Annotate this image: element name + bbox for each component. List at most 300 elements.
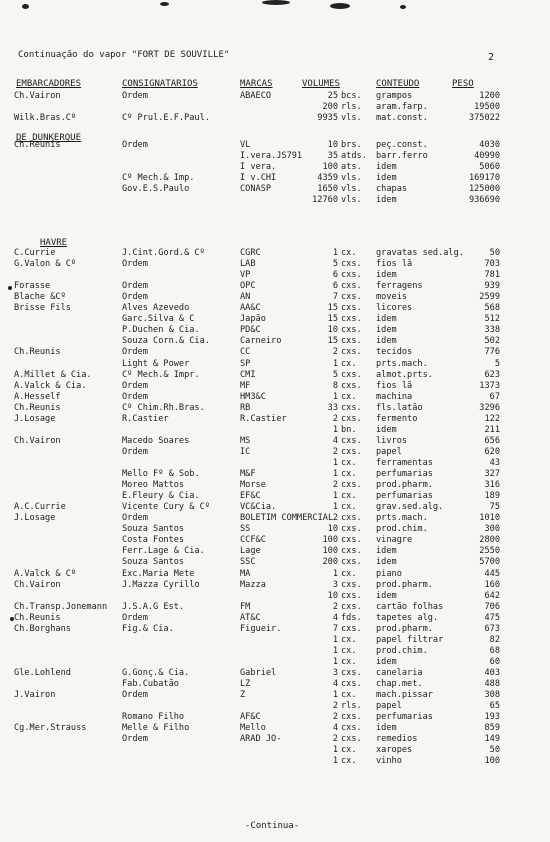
cell-consignee: Ordem [122,140,148,150]
manifest-row [0,502,550,513]
cell-weight: 620 [484,446,500,457]
cell-unit: vls. [341,113,362,124]
column-header-marks: MARCAS [240,79,273,89]
cell-consignee: Ordem [122,391,148,402]
cell-consignee: Cº Mech.& Imp. [122,173,195,184]
cell-unit: cxs. [341,380,362,391]
cell-shipper: Ch.Vairon [14,435,61,446]
cell-shipper: Ch.Vairon [14,579,61,590]
ink-speck [22,4,29,9]
manifest-row [0,480,550,491]
cell-consignee: Vicente Cury & Cº [122,502,210,513]
cell-contents: idem [376,195,397,206]
page-number: 2 [488,52,495,63]
cell-contents: grampos [376,91,413,101]
cell-unit: cxs. [341,336,362,347]
cell-vol: 4 [332,435,338,446]
cell-vol: 4359 [317,173,338,184]
cell-contents: perfumarias [376,712,433,723]
cell-weight: 100 [484,756,500,767]
manifest-row [0,745,550,756]
cell-weight: 193 [484,712,500,723]
cell-marks: I.vera.JS791 [240,151,303,162]
cell-unit: cxs. [341,303,362,314]
cell-weight: 60 [489,656,500,667]
cell-weight: 19500 [474,102,500,112]
cell-weight: 936690 [468,195,500,206]
cell-contents: ferragens [376,281,423,292]
cell-consignee: Garc.Silva & C [122,314,195,325]
manifest-row [0,447,550,458]
cell-weight: 623 [484,369,500,380]
cell-consignee: Cº Mech.& Impr. [122,369,200,380]
cell-consignee: Ordem [122,259,148,270]
cell-weight: 703 [484,259,500,270]
manifest-row [0,524,550,535]
manifest-row [0,270,550,281]
manifest-row [0,635,550,646]
cell-unit: cxs. [341,446,362,457]
ink-speck [160,2,169,6]
cell-weight: 3296 [479,402,500,413]
cell-marks: AT&C [240,612,261,623]
cell-weight: 4030 [479,140,500,150]
cell-contents: prts.mach. [376,358,428,369]
cell-marks: VP [240,270,251,281]
column-header-consignee: CONSIGNATARIOS [122,79,198,89]
cell-unit: rls. [341,102,362,112]
cell-marks: I vera. [240,162,277,173]
cell-vol: 1650 [317,184,338,195]
cell-vol: 2 [332,480,338,491]
cell-weight: 656 [484,435,500,446]
cell-marks: CMI [240,369,256,380]
manifest-row [0,679,550,690]
cell-consignee: Alves Azevedo [122,303,190,314]
cell-weight: 68 [489,645,500,656]
cell-weight: 781 [484,270,500,281]
cell-vol: 2 [332,601,338,612]
cell-marks: MF [240,380,251,391]
cell-marks: CCF&C [240,535,266,546]
cell-vol: 2 [332,513,338,524]
cell-marks: MA [240,568,251,579]
cell-unit: cxs. [341,557,362,568]
cell-contents: idem [376,336,397,347]
cell-contents: vinho [376,756,402,767]
cell-contents: idem [376,173,397,184]
cell-vol: 100 [322,546,338,557]
manifest-row [0,491,550,502]
cell-unit: cx. [341,656,357,667]
cell-weight: 859 [484,723,500,734]
cell-consignee: Fab.Cubatão [122,679,179,689]
cell-unit: cxs. [341,325,362,336]
cell-vol: 4 [332,612,338,623]
cell-unit: cxs. [341,524,362,535]
cell-marks: Mello [240,723,266,734]
cell-contents: chapas [376,184,408,195]
cell-weight: 316 [484,480,500,491]
manifest-row [0,303,550,314]
cell-consignee: Ordem [122,446,148,457]
cell-shipper: A.C.Currie [14,502,66,513]
cell-marks: Carneiro [240,336,282,347]
cell-contents: xaropes [376,745,413,756]
cell-contents: barr.ferro [376,151,428,162]
cell-weight: 125000 [468,184,500,195]
cell-contents: vinagre [376,535,413,546]
cell-consignee: Ordem [122,347,148,358]
cell-consignee: Gov.E.S.Paulo [122,184,190,195]
cell-contents: prod.pharm. [376,579,433,590]
cell-shipper: A.Valck & Cia. [14,380,87,391]
ink-speck [330,3,350,9]
cell-unit: atds. [341,151,367,162]
manifest-row [0,292,550,303]
cell-marks: IC [240,446,251,457]
cell-consignee: E.Fleury & Cia. [122,491,200,502]
manifest-row [0,248,550,259]
manifest-row [0,580,550,591]
cell-contents: canelaria [376,667,423,678]
cell-unit: cxs. [341,402,362,413]
cell-weight: 642 [484,590,500,601]
column-header-weight: PESO [452,79,474,89]
cell-unit: brs. [341,140,362,150]
cell-unit: cxs. [341,292,362,303]
cell-marks: OPC [240,281,256,292]
manifest-row [0,458,550,469]
cell-vol: 8 [332,380,338,391]
manifest-row [0,392,550,403]
cell-contents: prod.pharm. [376,480,433,491]
cell-shipper: Ch.Reunis [14,612,61,623]
cell-contents: licores [376,303,413,314]
cell-weight: 2800 [479,535,500,546]
cell-vol: 15 [327,314,338,325]
cell-shipper: Wilk.Bras.Cº [14,113,77,124]
cell-contents: perfumarias [376,491,433,502]
cell-weight: 122 [484,413,500,424]
cell-vol: 1 [332,690,338,700]
cell-shipper: Forasse [14,281,51,292]
cell-consignee: Fig.& Cia. [122,623,174,634]
cell-contents: prts.mach. [376,513,428,524]
cell-weight: 445 [484,568,500,579]
cell-marks: PD&C [240,325,261,336]
cell-consignee: Ordem [122,91,148,101]
cell-contents: fls.latão [376,402,423,413]
cell-unit: cxs. [341,590,362,601]
cell-vol: 10 [327,325,338,336]
cell-consignee: Light & Power [122,358,190,369]
cell-weight: 568 [484,303,500,314]
cell-unit: cxs. [341,623,362,634]
cell-unit: rls. [341,701,362,711]
cell-unit: cxs. [341,546,362,557]
manifest-row [0,756,550,767]
cell-unit: cx. [341,458,357,468]
cell-weight: 403 [484,667,500,678]
cell-unit: cxs. [341,667,362,678]
cell-weight: 160 [484,579,500,590]
cell-unit: cxs. [341,281,362,292]
cell-marks: ARAD JO- [240,734,282,745]
cell-weight: 43 [489,458,500,468]
document-title: Continuação do vapor "FORT DE SOUVILLE" [18,50,230,60]
cell-weight: 149 [484,734,500,745]
cell-vol: 10 [327,140,338,150]
manifest-row [0,91,550,102]
cell-unit: cxs. [341,734,362,745]
cell-marks: Lage [240,546,261,557]
cell-vol: 10 [327,524,338,535]
cell-weight: 2550 [479,546,500,557]
cell-consignee: Romano Filho [122,712,185,723]
cell-shipper: A.Valck & Cº [14,568,77,579]
cell-shipper: J.Losage [14,513,56,524]
cell-contents: papel [376,446,402,457]
cell-unit: cxs. [341,513,362,524]
cell-vol: 2 [332,347,338,358]
cell-consignee: P.Duchen & Cia. [122,325,200,336]
cell-vol: 10 [327,590,338,601]
manifest-row [0,403,550,414]
cell-shipper: Ch.Borghans [14,623,71,634]
manifest-row [0,113,550,124]
cell-unit: cx. [341,634,357,645]
cell-consignee: Souza Corn.& Cia. [122,336,210,347]
cell-contents: prod.chim. [376,524,428,535]
manifest-row [0,102,550,113]
cell-unit: cxs. [341,723,362,734]
cell-vol: 5 [332,259,338,270]
cell-unit: cx. [341,248,357,258]
section-label: HAVRE [40,238,68,248]
cell-vol: 1 [332,469,338,479]
cell-vol: 1 [332,745,338,756]
cell-contents: grav.sed.alg. [376,502,444,513]
cell-unit: cxs. [341,480,362,491]
manifest-row [0,314,550,325]
cell-marks: LZ [240,679,251,689]
cell-consignee: G.Gonç.& Cia. [122,667,190,678]
cell-unit: vls. [341,173,362,184]
cell-marks: Japão [240,314,266,325]
cell-weight: 169170 [468,173,500,184]
cell-vol: 1 [332,568,338,579]
cell-unit: cxs. [341,347,362,358]
cell-marks: Morse [240,480,266,491]
cell-unit: cxs. [341,579,362,590]
ink-speck [400,5,406,9]
manifest-row [0,195,550,206]
cell-marks: VC&Cia. [240,502,277,513]
cell-consignee: Melle & Filho [122,723,190,734]
cell-consignee: Ordem [122,734,148,745]
manifest-row [0,712,550,723]
cell-weight: 82 [489,634,500,645]
cell-vol: 1 [332,424,338,435]
cell-vol: 1 [332,358,338,369]
cell-shipper: C.Currie [14,248,56,258]
cell-vol: 1 [332,391,338,402]
cell-weight: 475 [484,612,500,623]
manifest-row [0,624,550,635]
cell-weight: 5700 [479,557,500,568]
cell-contents: cartão folhas [376,601,444,612]
cell-vol: 1 [332,502,338,513]
cell-contents: moveis [376,292,408,303]
cell-consignee: Ordem [122,380,148,391]
cell-vol: 1 [332,645,338,656]
cell-consignee: J.S.A.G Est. [122,601,185,612]
cell-contents: perfumarias [376,469,433,479]
cell-weight: 1010 [479,513,500,524]
manifest-row [0,370,550,381]
cell-vol: 200 [322,102,338,112]
cell-weight: 673 [484,623,500,634]
cell-unit: cxs. [341,259,362,270]
cell-weight: 67 [489,391,500,402]
cell-shipper: J.Vairon [14,690,56,700]
cell-weight: 5060 [479,162,500,173]
cell-consignee: R.Castier [122,413,169,424]
manifest-row [0,184,550,195]
cell-shipper: A.Millet & Cia. [14,369,92,380]
cell-vol: 1 [332,656,338,667]
cell-contents: remedios [376,734,418,745]
cell-contents: machina [376,391,413,402]
cell-unit: cx. [341,469,357,479]
cell-shipper: Cg.Mer.Strauss [14,723,87,734]
cell-consignee: Macedo Soares [122,435,190,446]
cell-contents: gravatas sed.alg. [376,248,464,258]
cell-marks: VL [240,140,251,150]
manifest-row [0,359,550,370]
cell-vol: 6 [332,281,338,292]
manifest-row [0,668,550,679]
cell-vol: 35 [327,151,338,162]
cell-vol: 3 [332,579,338,590]
cell-unit: fds. [341,612,362,623]
cell-weight: 308 [484,690,500,700]
manifest-row [0,425,550,436]
cell-marks: LAB [240,259,256,270]
cell-marks: CC [240,347,251,358]
cell-consignee: J.Cint.Gord.& Cº [122,248,205,258]
cell-weight: 502 [484,336,500,347]
cell-shipper: Ch.Vairon [14,91,61,101]
cell-consignee: Souza Santos [122,524,185,535]
cell-vol: 7 [332,292,338,303]
cell-unit: cxs. [341,435,362,446]
cell-contents: mach.pissar [376,690,433,700]
manifest-row [0,657,550,668]
cell-contents: idem [376,162,397,173]
cell-weight: 211 [484,424,500,435]
cell-marks: Z [240,690,246,700]
cell-consignee: Cº Prul.E.F.Paul. [122,113,210,124]
manifest-row [0,557,550,568]
manifest-row [0,701,550,712]
cell-unit: cx. [341,690,357,700]
cell-weight: 327 [484,469,500,479]
cell-contents: piano [376,568,402,579]
cell-weight: 375022 [468,113,500,124]
cell-contents: idem [376,424,397,435]
cell-weight: 5 [494,358,500,369]
cell-marks: I v.CHI [240,173,277,184]
cell-contents: papel [376,701,402,711]
cell-unit: cx. [341,391,357,402]
cell-unit: cxs. [341,314,362,325]
cell-vol: 2 [332,701,338,711]
cell-contents: idem [376,723,397,734]
cell-vol: 4 [332,723,338,734]
cell-vol: 3 [332,667,338,678]
cell-consignee: Ordem [122,292,148,303]
manifest-row [0,723,550,734]
cell-contents: prod.chim. [376,645,428,656]
cell-vol: 200 [322,557,338,568]
manifest-row [0,690,550,701]
cell-weight: 50 [489,745,500,756]
cell-marks: AF&C [240,712,261,723]
cell-vol: 1 [332,756,338,767]
cell-vol: 15 [327,303,338,314]
manifest-row [0,513,550,524]
cell-contents: idem [376,557,397,568]
cell-consignee: Ordem [122,690,148,700]
manifest-row [0,602,550,613]
manifest-row [0,546,550,557]
manifest-row [0,162,550,173]
cell-contents: fios lã [376,380,413,391]
cell-consignee: Ferr.Lage & Cia. [122,546,205,557]
cell-marks: Mazza [240,579,266,590]
cell-contents: tapetes alg. [376,612,439,623]
continuation-note: -Continua- [245,821,300,831]
cell-unit: cx. [341,756,357,767]
cell-contents: livros [376,435,408,446]
cell-marks: HM3&C [240,391,266,402]
cell-shipper: G.Valon & Cº [14,259,77,270]
cell-marks: Gabriel [240,667,277,678]
cell-unit: cx. [341,745,357,756]
cell-consignee: Ordem [122,513,148,524]
cell-consignee: J.Mazza Cyrillo [122,579,200,590]
cell-consignee: Costa Fontes [122,535,185,546]
manifest-row [0,646,550,657]
cell-consignee: Mello Fº & Sob. [122,469,200,479]
cell-marks: MS [240,435,251,446]
manifest-row [0,347,550,358]
cell-marks: R.Castier [240,413,287,424]
cell-vol: 1 [332,634,338,645]
cell-vol: 1 [332,458,338,468]
cell-marks: SS [240,524,251,535]
cell-contents: idem [376,656,397,667]
cell-contents: ferramentas [376,458,433,468]
cell-shipper: J.Losage [14,413,56,424]
ink-speck [262,0,290,5]
cell-unit: cxs. [341,535,362,546]
cell-unit: cxs. [341,369,362,380]
cell-vol: 9935 [317,113,338,124]
cell-contents: idem [376,546,397,557]
